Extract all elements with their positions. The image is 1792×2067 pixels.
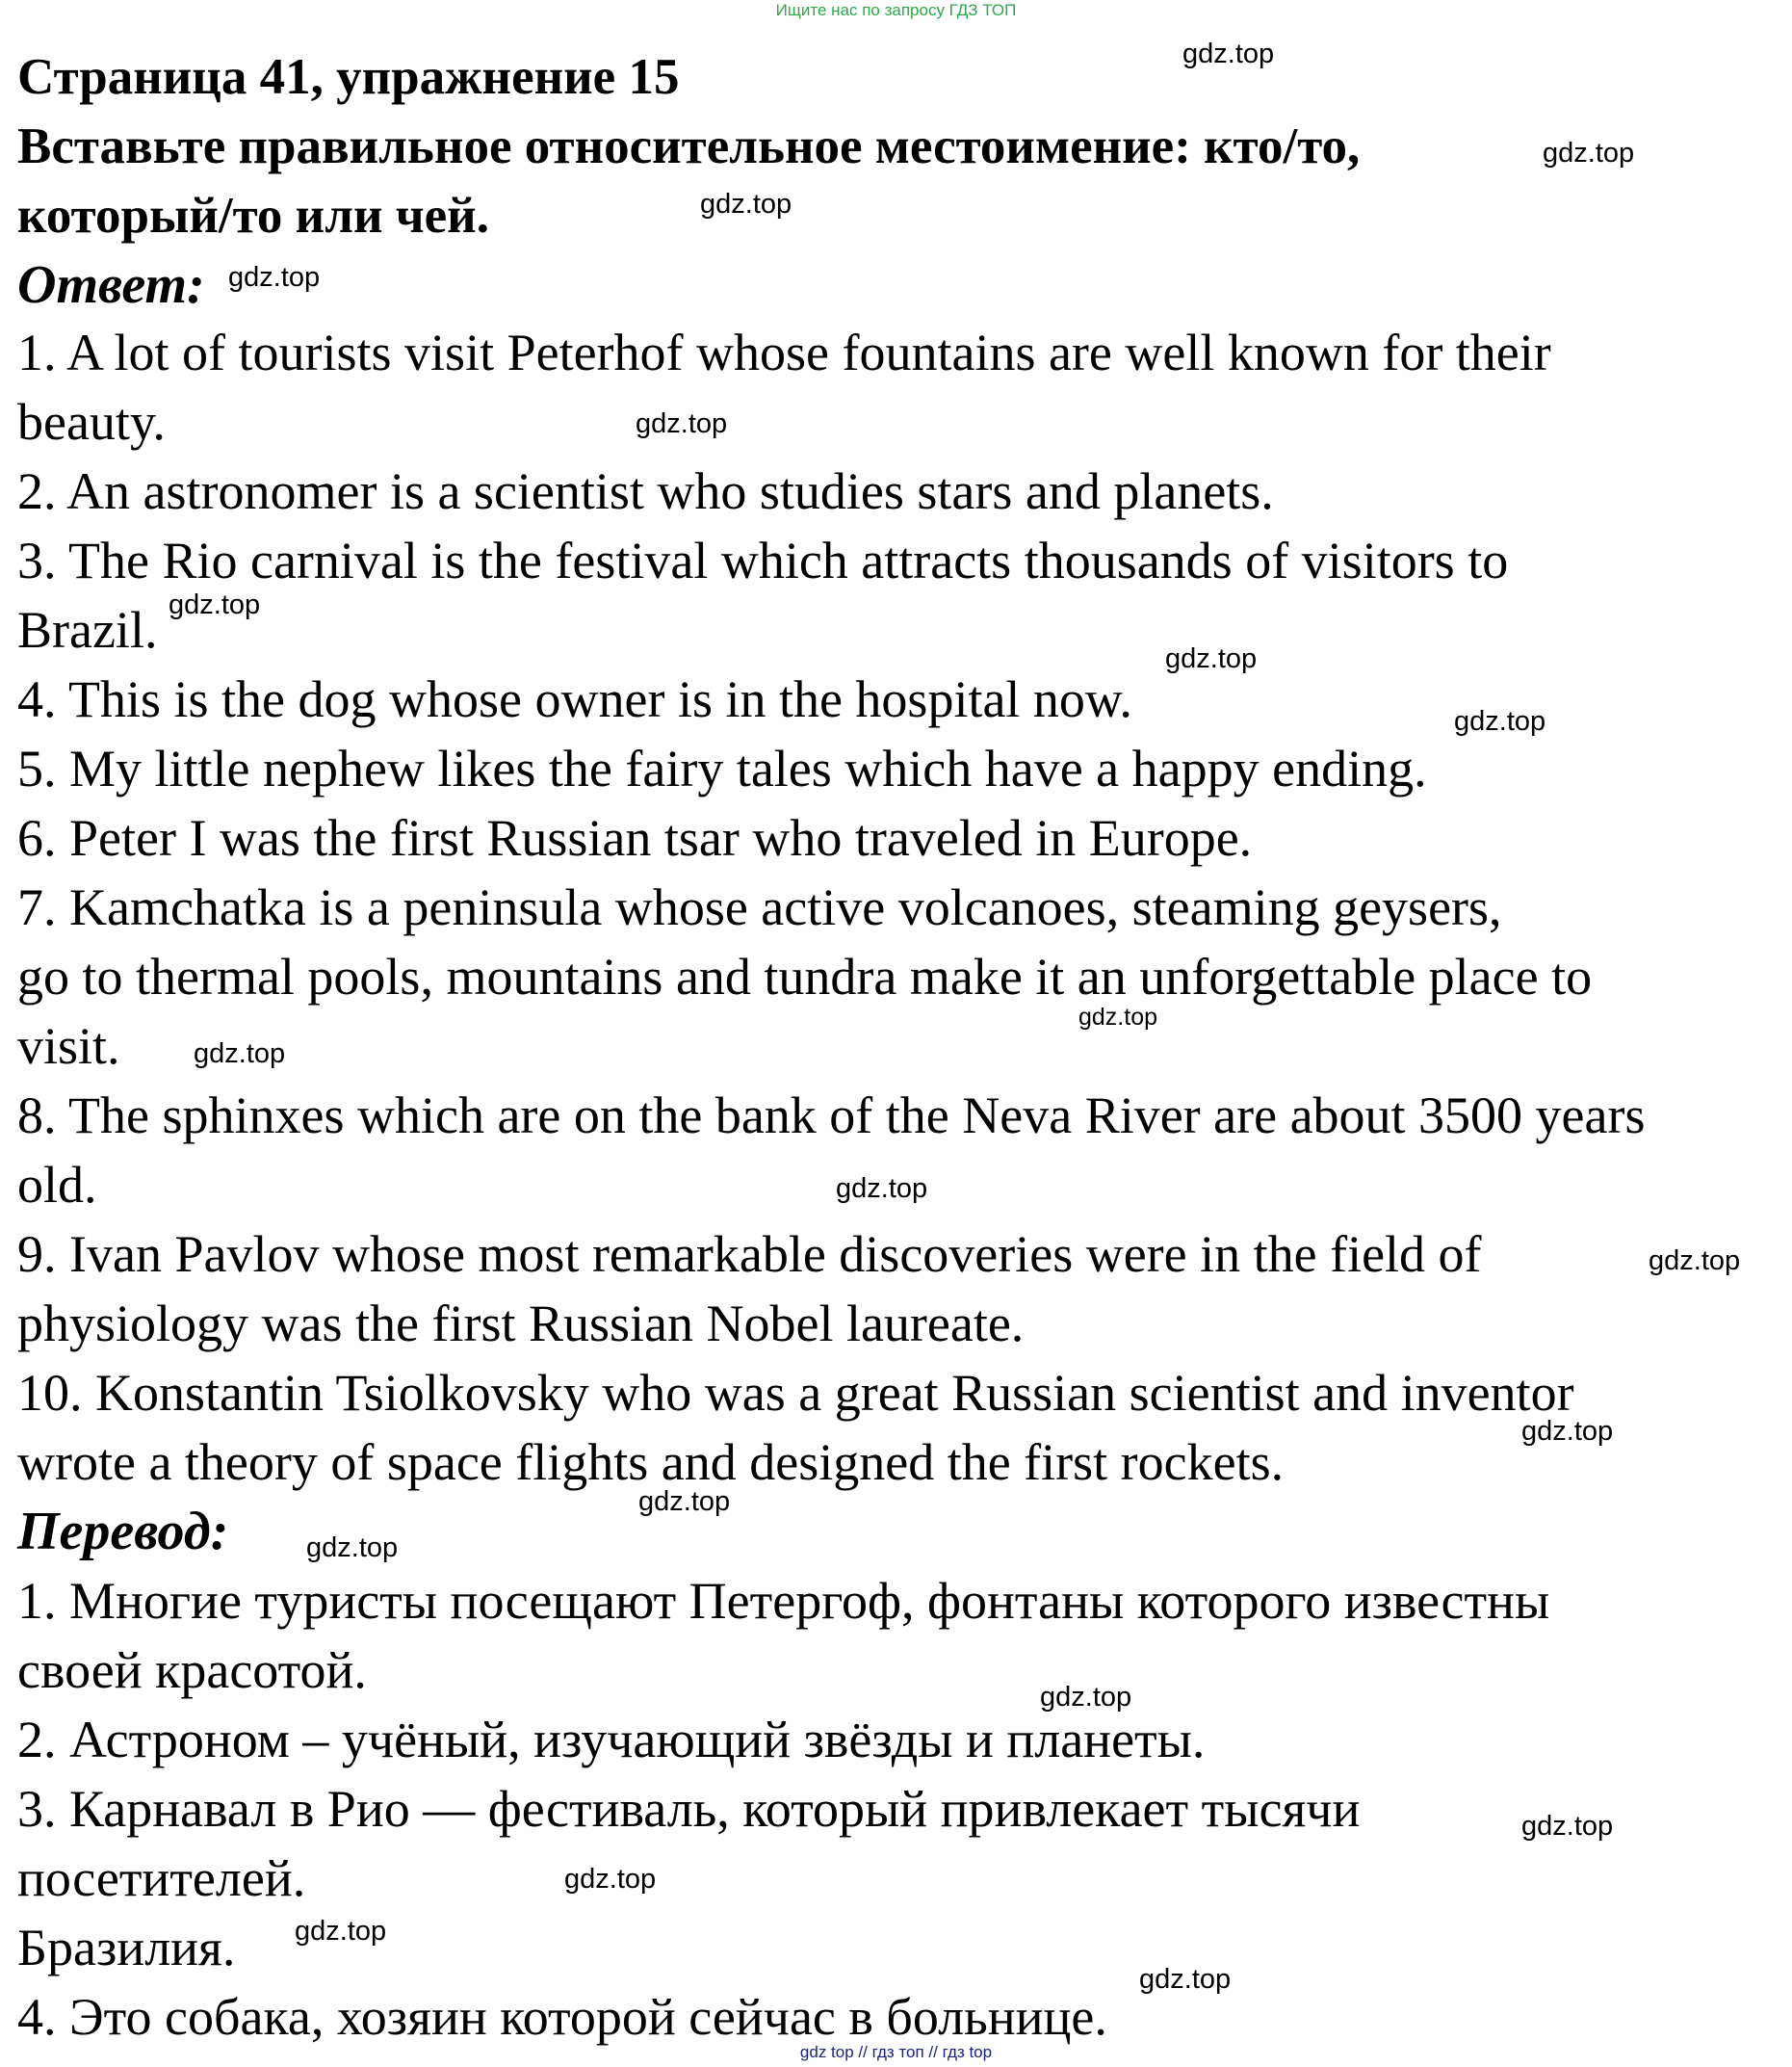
answer-line: 7. Kamchatka is a peninsula whose active volcanoes, steaming geysers, xyxy=(17,878,1502,936)
watermark: gdz.top xyxy=(306,1532,399,1563)
answer-line: visit. xyxy=(17,1017,120,1075)
watermark: gdz.top xyxy=(1078,1004,1158,1031)
answer-line: 9. Ivan Pavlov whose most remarkable discoveries were in the field of xyxy=(17,1225,1482,1283)
answer-line: 8. The sphinxes which are on the bank of the Neva River are about 3500 years xyxy=(17,1086,1646,1144)
answer-line: 10. Konstantin Tsiolkovsky who was a great Russian scientist and inventor xyxy=(17,1364,1574,1422)
task-line-1: Вставьте правильное относительное местоимение: кто/то, xyxy=(17,118,1361,174)
answer-line: 3. The Rio carnival is the festival which attracts thousands of visitors to xyxy=(17,532,1509,589)
bottom-banner: gdz top // гдз топ // гдз top xyxy=(799,2043,993,2061)
watermark: gdz.top xyxy=(1139,1964,1232,1995)
answer-line: 6. Peter I was the first Russian tsar who traveled in Europe. xyxy=(17,809,1253,867)
watermark: gdz.top xyxy=(1454,706,1546,737)
watermark: gdz.top xyxy=(700,189,792,220)
watermark: gdz.top xyxy=(1165,643,1258,674)
watermark: gdz.top xyxy=(836,1173,928,1204)
answer-line: wrote a theory of space flights and designed the first rockets. xyxy=(17,1433,1285,1491)
translation-line: 3. Карнавал в Рио — фестиваль, который привлекает тысячи xyxy=(17,1780,1361,1838)
answer-line: physiology was the first Russian Nobel laureate. xyxy=(17,1295,1025,1352)
top-banner: Ищите нас по запросу ГДЗ ТОП xyxy=(775,1,1017,19)
answer-line: 1. A lot of tourists visit Peterhof whose fountains are well known for their xyxy=(17,324,1551,381)
watermark: gdz.top xyxy=(636,408,728,439)
watermark: gdz.top xyxy=(194,1038,286,1069)
answer-line: Brazil. xyxy=(17,601,158,659)
translation-line: Бразилия. xyxy=(17,1919,236,1976)
watermark: gdz.top xyxy=(1543,138,1635,169)
translation-line: 1. Многие туристы посещают Петергоф, фонтаны которого известны xyxy=(17,1572,1550,1630)
watermark: gdz.top xyxy=(1182,39,1275,69)
answer-line: beauty. xyxy=(17,393,166,451)
task-line-2: который/то или чей. xyxy=(17,188,489,244)
answer-line: 2. An astronomer is a scientist who studies stars and planets. xyxy=(17,462,1274,520)
answer-line: go to thermal pools, mountains and tundra make it an unforgettable place to xyxy=(17,948,1593,1006)
translation-label: Перевод: xyxy=(17,1502,229,1561)
watermark: gdz.top xyxy=(1521,1416,1614,1447)
watermark: gdz.top xyxy=(1521,1811,1614,1842)
watermark: gdz.top xyxy=(638,1486,731,1517)
watermark: gdz.top xyxy=(1649,1245,1741,1276)
translation-line: 2. Астроном – учёный, изучающий звёзды и планеты. xyxy=(17,1711,1206,1768)
answer-line: old. xyxy=(17,1156,97,1214)
answer-line: 4. This is the dog whose owner is in the hospital now. xyxy=(17,670,1132,728)
page-title: Страница 41, упражнение 15 xyxy=(17,49,680,105)
translation-line: своей красотой. xyxy=(17,1641,367,1699)
answer-label: Ответ: xyxy=(17,255,205,315)
translation-line: 4. Это собака, хозяин которой сейчас в больнице. xyxy=(17,1988,1107,2046)
watermark: gdz.top xyxy=(1040,1682,1132,1713)
watermark: gdz.top xyxy=(295,1916,387,1947)
watermark: gdz.top xyxy=(169,589,261,620)
answer-line: 5. My little nephew likes the fairy tales which have a happy ending. xyxy=(17,740,1427,798)
translation-line: посетителей. xyxy=(17,1849,306,1907)
watermark: gdz.top xyxy=(228,262,321,293)
watermark: gdz.top xyxy=(564,1864,657,1895)
